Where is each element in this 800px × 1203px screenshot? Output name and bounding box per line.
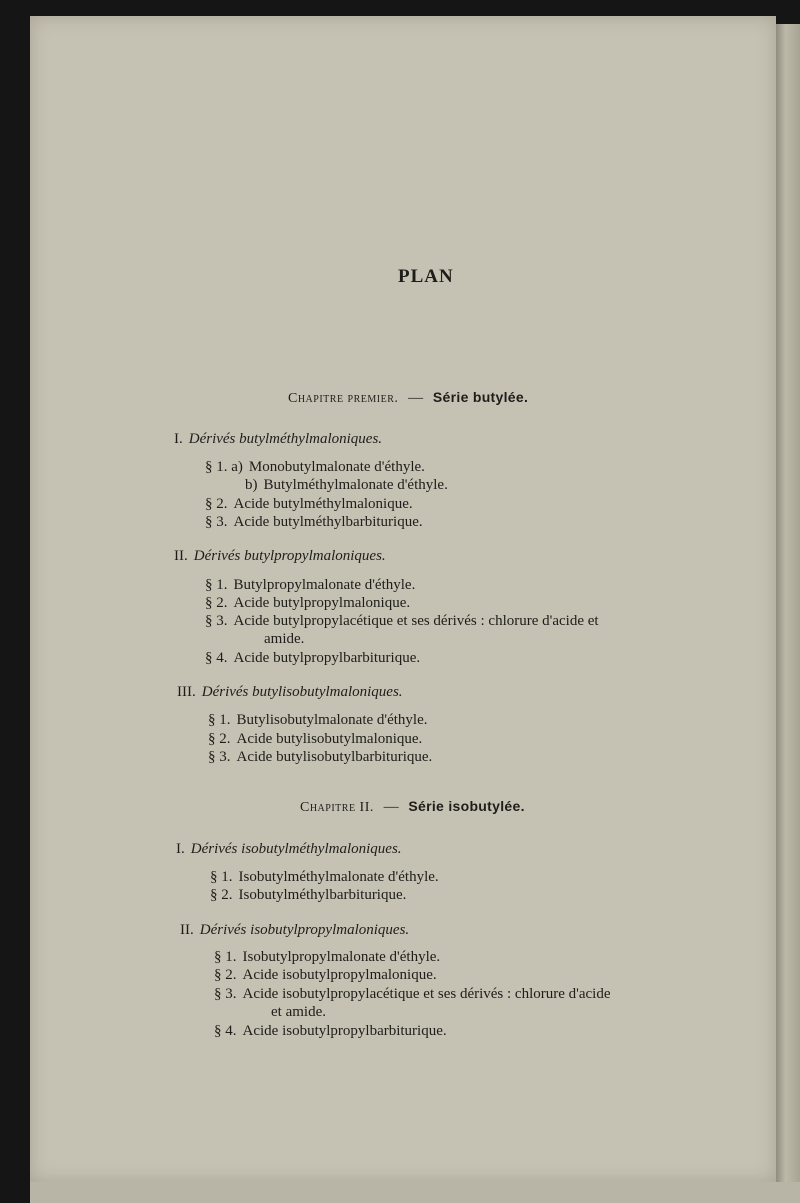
list-item [214, 985, 611, 1003]
list-item [208, 730, 422, 748]
item-mark: § 4. [205, 650, 228, 666]
chapter-1-dash: — [408, 390, 424, 406]
page-bottom-edge [30, 1182, 800, 1203]
section-title: Dérivés isobutylméthylmaloniques. [190, 841, 402, 857]
section-numeral: III. [177, 684, 196, 700]
item-mark: § 2. [210, 887, 233, 903]
chapter-2-heading [300, 797, 525, 817]
item-mark: § 3. [208, 749, 231, 765]
chapter-1-heading [288, 388, 528, 408]
list-item [205, 649, 420, 667]
section-heading [180, 921, 409, 939]
section-title: Dérivés butylpropylmaloniques. [193, 548, 386, 564]
section-numeral: I. [176, 841, 185, 857]
section-numeral: I. [174, 431, 183, 447]
list-item [245, 476, 448, 494]
item-text: Isobutylméthylbarbiturique. [238, 887, 407, 903]
item-mark: § 4. [214, 1023, 237, 1039]
list-item [205, 495, 413, 513]
list-item [208, 711, 428, 729]
item-text: Acide isobutylpropylmalonique. [242, 967, 437, 983]
item-mark: § 2. [205, 496, 228, 512]
list-item [205, 458, 425, 476]
item-text: Acide isobutylpropylbarbiturique. [242, 1023, 447, 1039]
item-text: Butylméthylmalonate d'éthyle. [263, 477, 448, 493]
item-mark: § 2. [214, 967, 237, 983]
chapter-2-dash: — [383, 799, 399, 815]
list-item [210, 868, 439, 886]
list-item [205, 513, 423, 531]
section-title: Dérivés butylisobutylmaloniques. [201, 684, 403, 700]
section-numeral: II. [180, 922, 194, 938]
list-item [214, 966, 437, 984]
list-item-continuation: et amide. [271, 1004, 326, 1020]
item-text: Acide butylpropylmalonique. [233, 595, 411, 611]
item-mark: § 1. a) [205, 459, 243, 475]
section-heading [177, 683, 403, 701]
section-numeral: II. [174, 548, 188, 564]
chapter-2-label: Chapitre II. [300, 800, 374, 815]
item-text: Butylisobutylmalonate d'éthyle. [236, 712, 428, 728]
section-title: Dérivés butylméthylmaloniques. [188, 431, 383, 447]
section-title: Dérivés isobutylpropylmaloniques. [199, 922, 410, 938]
item-mark: § 3. [214, 986, 237, 1002]
list-item [205, 612, 599, 630]
item-mark: § 2. [205, 595, 228, 611]
item-text: Acide butylméthylmalonique. [233, 496, 413, 512]
list-item [205, 576, 415, 594]
item-text: Monobutylmalonate d'éthyle. [248, 459, 425, 475]
page-title: PLAN [398, 266, 454, 287]
list-item [210, 886, 406, 904]
item-mark: § 1. [214, 949, 237, 965]
list-item [214, 1022, 447, 1040]
section-heading [174, 547, 386, 565]
item-text: Acide butylpropylacétique et ses dérivés : chlorure d'acide et [233, 613, 599, 629]
item-text: Acide butylméthylbarbiturique. [233, 514, 423, 530]
item-mark: § 3. [205, 514, 228, 530]
item-text: Acide butylisobutylbarbiturique. [236, 749, 433, 765]
item-text: Isobutylpropylmalonate d'éthyle. [242, 949, 441, 965]
chapter-2-subtitle: Série isobutylée. [408, 798, 525, 814]
chapter-1-label: Chapitre premier. [288, 391, 399, 406]
item-text: Isobutylméthylmalonate d'éthyle. [238, 869, 439, 885]
item-mark: § 1. [205, 577, 228, 593]
page-edge [776, 24, 800, 1203]
list-item [214, 948, 440, 966]
item-mark: b) [245, 477, 258, 493]
item-text: Acide butylisobutylmalonique. [236, 731, 423, 747]
section-heading [174, 430, 382, 448]
section-heading [176, 840, 402, 858]
item-text: Acide butylpropylbarbiturique. [233, 650, 421, 666]
list-item [205, 594, 410, 612]
list-item-continuation: amide. [264, 631, 305, 647]
item-mark: § 1. [208, 712, 231, 728]
item-mark: § 1. [210, 869, 233, 885]
item-mark: § 3. [205, 613, 228, 629]
chapter-1-subtitle: Série butylée. [432, 389, 529, 405]
item-text: Acide isobutylpropylacétique et ses dérivés : chlorure d'acide [242, 986, 611, 1002]
item-mark: § 2. [208, 731, 231, 747]
item-text: Butylpropylmalonate d'éthyle. [233, 577, 416, 593]
list-item [208, 748, 432, 766]
